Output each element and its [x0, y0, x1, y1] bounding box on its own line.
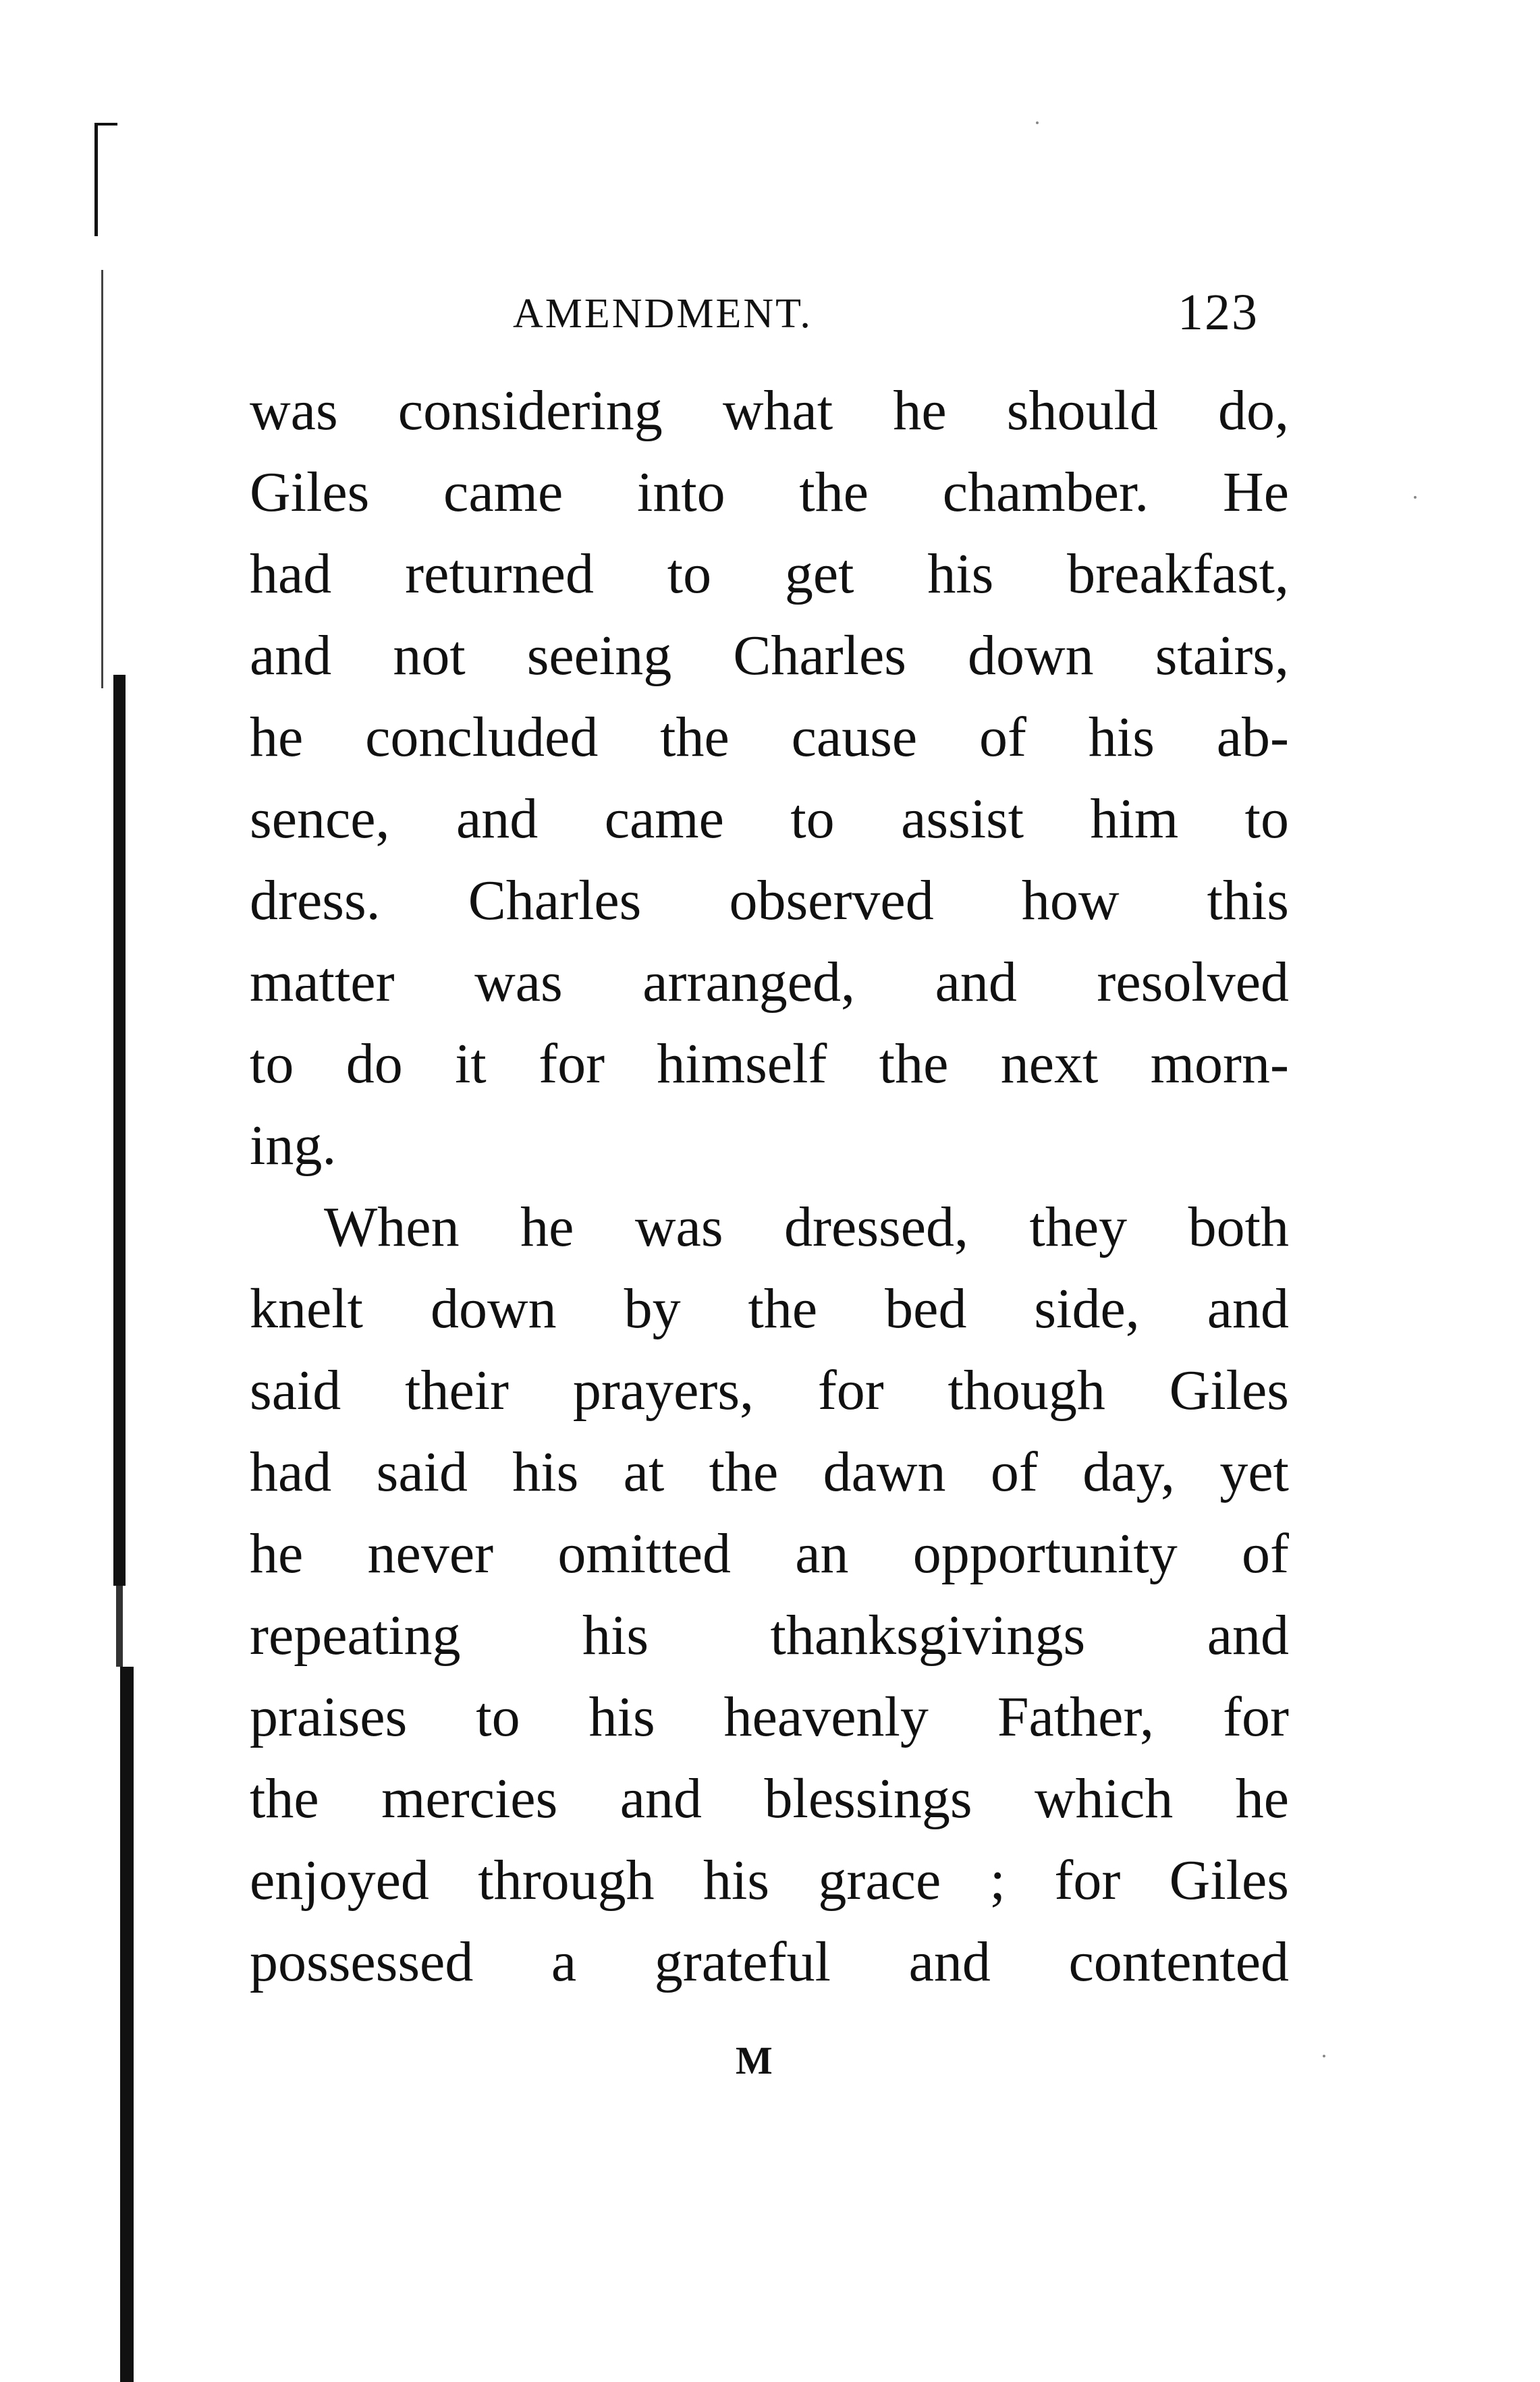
- running-title: AMENDMENT.: [513, 291, 813, 337]
- text-line: and not seeing Charles down stairs,: [250, 624, 1289, 687]
- gutter-edge-mark: [116, 1586, 123, 1667]
- text-line: he concluded the cause of his ab-: [250, 706, 1289, 769]
- text-line: said their prayers, for though Giles: [250, 1359, 1289, 1422]
- paragraph-2: [250, 1186, 1289, 2003]
- text-line: he never omitted an opportunity of: [250, 1522, 1289, 1585]
- gutter-edge-mark: [101, 270, 103, 688]
- text-line: possessed a grateful and contented: [250, 1931, 1289, 1993]
- page-number: 123: [1178, 284, 1259, 341]
- gutter-edge-mark: [94, 123, 98, 236]
- text-line: matter was arranged, and resolved: [250, 951, 1289, 1014]
- text-line: repeating his thanksgivings and: [250, 1604, 1289, 1667]
- text-line: knelt down by the bed side, and: [250, 1277, 1289, 1340]
- gutter-edge-mark: [120, 1667, 134, 2382]
- text-line: Giles came into the chamber. He: [250, 461, 1289, 524]
- text-line: praises to his heavenly Father, for: [250, 1686, 1289, 1748]
- text-line: to do it for himself the next morn-: [250, 1032, 1289, 1095]
- body-text: [250, 370, 1289, 2003]
- paper-speck: [1036, 121, 1039, 124]
- paragraph-1: [250, 370, 1289, 1186]
- text-line: had returned to get his breakfast,: [250, 543, 1289, 605]
- gutter-edge-mark: [94, 123, 117, 126]
- text-line: enjoyed through his grace ; for Giles: [250, 1849, 1289, 1912]
- text-line: ing.: [250, 1114, 337, 1177]
- text-line: had said his at the dawn of day, yet: [250, 1441, 1289, 1503]
- paper-speck: [1323, 2055, 1325, 2057]
- text-line: sence, and came to assist him to: [250, 787, 1289, 850]
- signature-mark: M: [736, 2039, 773, 2082]
- text-line: the mercies and blessings which he: [250, 1767, 1289, 1830]
- text-line: dress. Charles observed how this: [250, 869, 1289, 932]
- text-line: was considering what he should do,: [250, 379, 1289, 442]
- paper-speck: [1414, 496, 1417, 499]
- gutter-edge-mark: [113, 675, 126, 1586]
- text-line: When he was dressed, they both: [324, 1196, 1289, 1258]
